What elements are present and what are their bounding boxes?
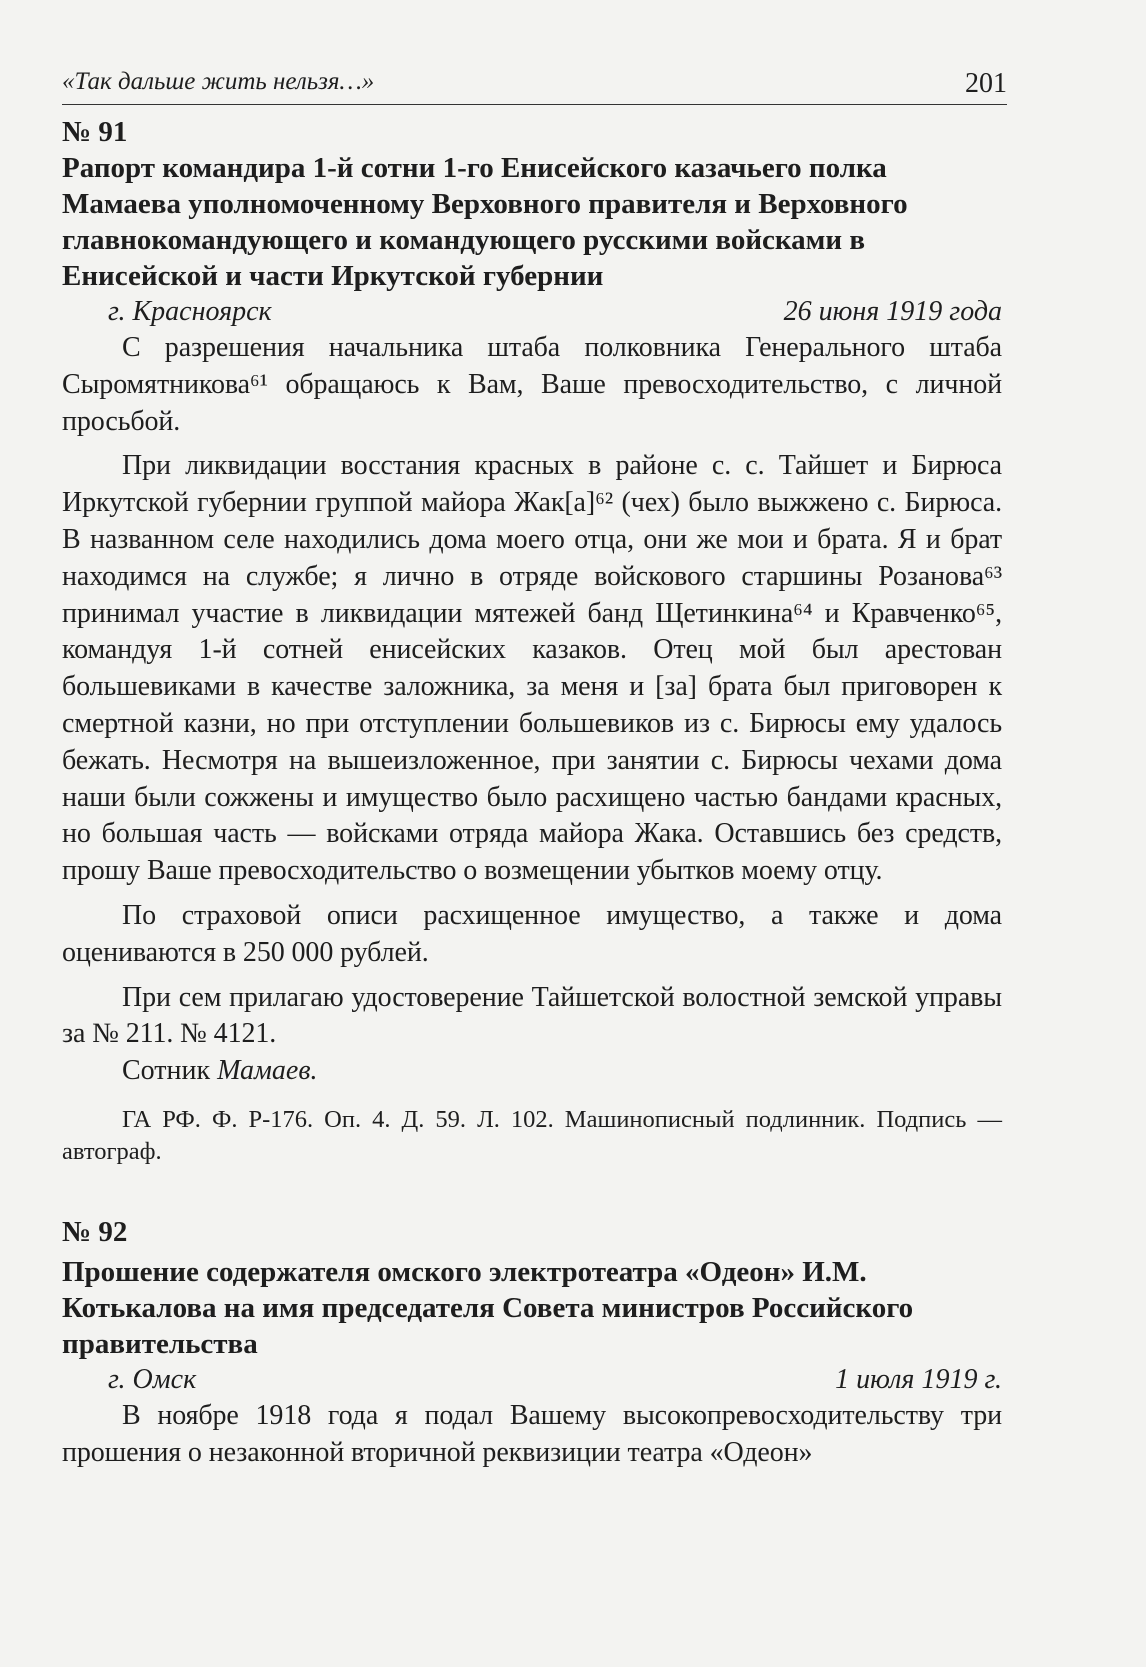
document-92 (62, 1214, 1002, 1472)
archive-note: ГА РФ. Ф. Р-176. Оп. 4. Д. 59. Л. 102. Машинописный подлинник. Подпись — автограф. (62, 1105, 1002, 1165)
place-date-line (62, 1362, 1002, 1398)
paragraph: В ноябре 1918 года я подал Вашему высокопревосходительству три прошения о незаконной вторичной реквизиции театра «Одеон» (62, 1399, 1002, 1468)
paragraph: При сем прилагаю удостоверение Тайшетской волостной земской управы за № 211. № 4121. (62, 981, 1002, 1050)
document-title: Рапорт командира 1-й сотни 1-го Енисейского казачьего полка Мамаева уполномоченному Верховного правителя и Верховного главнокомандующего и командующего русскими войсками в Енисейской и части Иркутской губернии (62, 152, 908, 292)
running-title: «Так дальше жить нельзя…» (62, 68, 375, 95)
signature-rank: Сотник (122, 1055, 211, 1087)
paragraph: При ликвидации восстания красных в районе с. с. Тайшет и Бирюса Иркутской губернии группой майора Жак[а]⁶² (чех) было выжжено с. Бирюса. В названном селе находились дома моего отца, они же мои и брата. Я и брат находимся на службе; я лично в отряде войскового старшины Розанова⁶³ принимал участие в ликвидации мятежей банд Щетинкина⁶⁴ и Кравченко⁶⁵, командуя 1-й сотней енисейских казаков. Отец мой был арестован большевиками в качестве заложника, за меня и [за] брата был приговорен к смертной казни, но при отступлении большевиков из с. Бирюсы ему удалось бежать. Несмотря на вышеизложенное, при занятии с. Бирюсы чехами дома наши были сожжены и имущество было расхищено частью бандами красных, но большая часть — войсками отряда майора Жака. Оставшись без средств, прошу Ваше превосходительство о возмещении убытков моему отцу. (62, 450, 1002, 887)
signature (62, 1053, 1002, 1090)
page-number: 201 (965, 68, 1007, 99)
document-place: г. Омск (108, 1363, 197, 1395)
document-date: 1 июля 1919 г. (835, 1363, 1002, 1395)
document-91 (62, 114, 1002, 1168)
page-content (62, 114, 1002, 1472)
document-place: г. Красноярск (108, 296, 272, 327)
document-number: № 91 (62, 116, 128, 148)
place-date-line (62, 294, 1002, 330)
document-number: № 92 (62, 1215, 128, 1248)
paragraph: С разрешения начальника штаба полковника Генерального штаба Сыромятникова⁶¹ обращаюсь к Вам, Ваше превосходительство, с личной просьбой. (62, 332, 1002, 437)
document-title: Прошение содержателя омского электротеатра «Одеон» И.М. Котькалова на имя председателя Совета министров Российского правительства (62, 1255, 914, 1360)
paragraph: По страховой описи расхищенное имущество, а также и дома оцениваются в 250 000 рублей. (62, 899, 1002, 968)
document-date: 26 июня 1919 года (783, 296, 1002, 327)
page-header (62, 64, 1007, 105)
signature-name: Мамаев. (217, 1055, 318, 1087)
